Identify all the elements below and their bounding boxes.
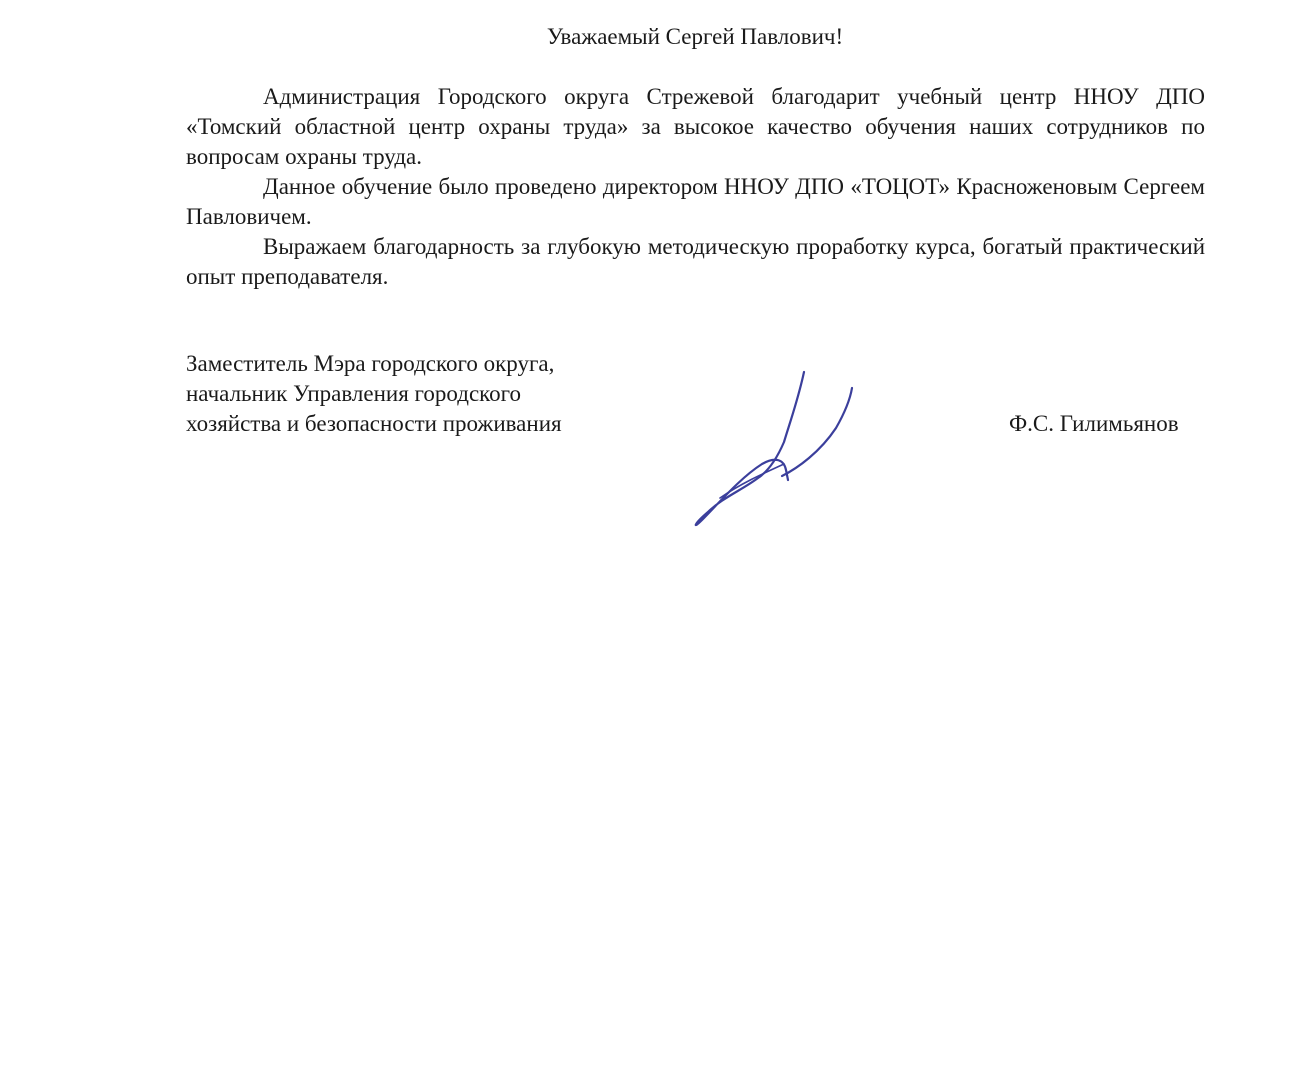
handwritten-signature [680,360,870,540]
signatory-name: Ф.С. Гилимьянов [1009,411,1179,436]
body-paragraph: Данное обучение было проведено директором ННОУ ДПО «ТОЦОТ» Красноженовым Сергеем Павловичем. [186,174,1205,229]
letter-body [186,82,1205,292]
body-paragraph: Выражаем благодарность за глубокую методическую проработку курса, богатый практический опыт преподавателя. [186,234,1205,289]
signatory-position [186,349,562,439]
salutation: Уважаемый Сергей Павлович! [546,24,844,49]
position-line: Заместитель Мэра городского округа, [186,351,555,376]
body-paragraph: Администрация Городского округа Стрежевой благодарит учебный центр ННОУ ДПО «Томский областной центр охраны труда» за высокое качество обучения наших сотрудников по вопросам охраны труда. [186,84,1205,169]
position-line: начальник Управления городского [186,381,522,406]
position-line: хозяйства и безопасности проживания [186,411,562,436]
